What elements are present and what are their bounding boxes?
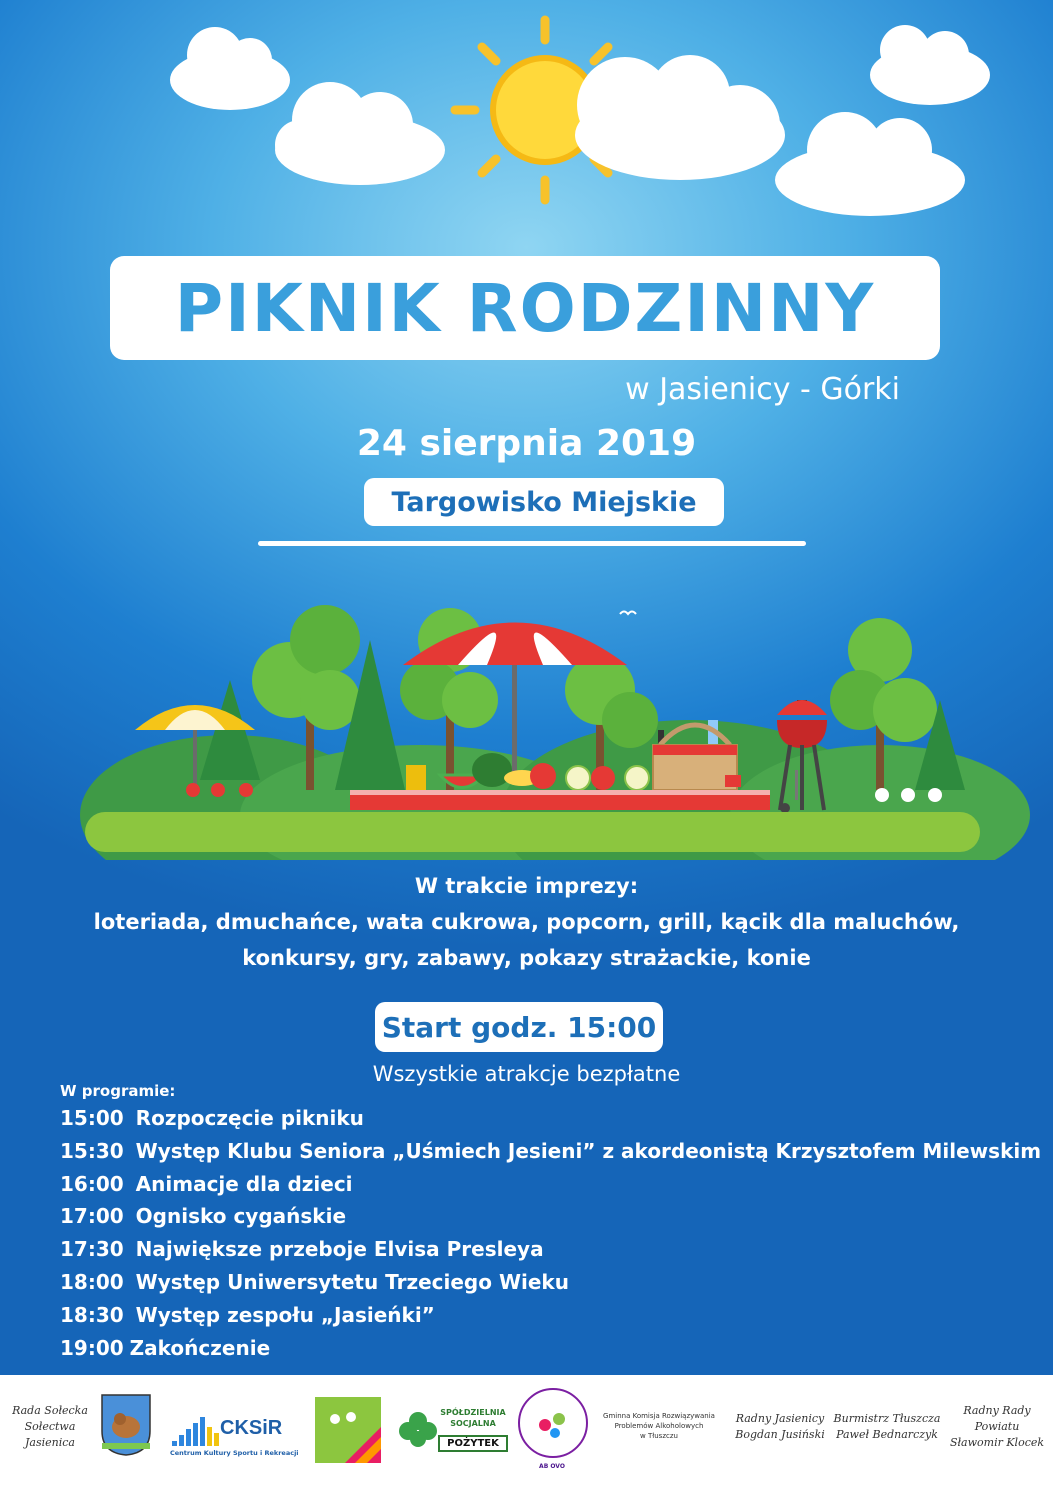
abovo-logo-icon xyxy=(515,1385,591,1461)
program-item xyxy=(60,1200,1041,1233)
program-text: Występ zespołu „Jasieńki” xyxy=(135,1302,435,1327)
program-text: Animacje dla dzieci xyxy=(135,1171,353,1196)
sponsor-line: Paweł Bednarczyk xyxy=(836,1428,938,1441)
page-title: PIKNIK RODZINNY xyxy=(174,269,876,347)
event-location: w Jasienicy - Górki xyxy=(625,372,900,407)
program-item xyxy=(60,1266,1041,1299)
program-time: 15:30 xyxy=(60,1138,124,1163)
program-text: Zakończenie xyxy=(129,1335,271,1360)
sponsor-line: Powiatu xyxy=(974,1420,1020,1433)
sponsor-line: Burmistrz Tłuszcza xyxy=(833,1412,941,1425)
cloud-icon xyxy=(275,82,445,185)
clover-icon xyxy=(398,1411,438,1451)
attractions-line: konkursy, gry, zabawy, pokazy strażackie, konie xyxy=(242,946,811,970)
pozytek-name: POŻYTEK xyxy=(438,1435,508,1452)
program-item xyxy=(60,1102,1041,1135)
program-list xyxy=(60,1102,1041,1364)
abovo-name: AB OVO xyxy=(539,1463,565,1470)
program-text: Rozpoczęcie pikniku xyxy=(135,1106,364,1130)
flower-icon xyxy=(186,783,253,797)
uniwersytet-logo-icon xyxy=(315,1397,381,1463)
cksir-logo xyxy=(170,1403,300,1463)
sponsor-line: Radny Rady xyxy=(963,1404,1031,1417)
cloud-icon xyxy=(870,25,990,105)
grass-ground xyxy=(85,812,980,852)
venue-badge: Targowisko Miejskie xyxy=(364,478,724,526)
bird-icon xyxy=(620,612,636,615)
flower-icon xyxy=(875,788,942,802)
pozytek-line: SPÓŁDZIELNIA xyxy=(440,1408,506,1417)
tablecloth xyxy=(350,790,770,810)
attractions-block xyxy=(0,868,1053,976)
sponsor-line: Rada Sołecka xyxy=(12,1404,88,1417)
title-box xyxy=(110,256,940,360)
sponsor-radny-jasienicy xyxy=(730,1411,830,1443)
program-item xyxy=(60,1332,1041,1365)
attractions-heading: W trakcie imprezy: xyxy=(414,874,639,898)
program-heading: W programie: xyxy=(60,1082,176,1100)
pozytek-logo xyxy=(398,1397,510,1467)
program-item xyxy=(60,1168,1041,1201)
program-time: 17:00 xyxy=(60,1204,124,1229)
program-item xyxy=(60,1135,1041,1168)
sponsor-line: Radny Jasienicy xyxy=(735,1412,825,1425)
coat-of-arms-icon xyxy=(100,1393,152,1457)
program-text: Występ Uniwersytetu Trzeciego Wieku xyxy=(135,1269,569,1294)
program-item xyxy=(60,1233,1041,1266)
sponsor-line: Sławomir Klocek xyxy=(949,1436,1045,1449)
sponsor-line: Bogdan Jusiński xyxy=(735,1428,825,1441)
program-text: Ognisko cygańskie xyxy=(135,1204,347,1229)
program-text: Największe przeboje Elvisa Presleya xyxy=(135,1237,544,1262)
sponsor-radny-powiatu xyxy=(945,1403,1049,1451)
sponsor-line: w Tłuszczu xyxy=(640,1432,678,1440)
bars-icon xyxy=(170,1413,220,1453)
sponsor-gkrpa xyxy=(594,1411,724,1441)
sponsor-burmistrz xyxy=(832,1411,942,1443)
program-time: 16:00 xyxy=(60,1171,124,1196)
pozytek-line: SOCJALNA xyxy=(450,1419,496,1428)
sponsor-line: Gminna Komisja Rozwiązywania xyxy=(603,1412,715,1420)
cksir-wordmark: CKSiR xyxy=(220,1417,283,1439)
program-text: Występ Klubu Seniora „Uśmiech Jesieni” z akordeonistą Krzysztofem Milewskim xyxy=(135,1138,1042,1163)
free-note: Wszystkie atrakcje bezpłatne xyxy=(372,1062,681,1086)
program-time: 18:00 xyxy=(60,1269,124,1294)
sponsor-rada-solecka xyxy=(10,1403,90,1451)
program-time: 19:00 xyxy=(60,1335,124,1360)
program-time: 15:00 xyxy=(60,1106,124,1130)
cloud-icon xyxy=(170,27,290,110)
cloud-icon xyxy=(575,55,785,180)
start-time-badge: Start godz. 15:00 xyxy=(375,1002,663,1052)
event-date: 24 sierpnia 2019 xyxy=(356,423,697,464)
divider xyxy=(258,541,806,546)
cloud-icon xyxy=(775,112,965,216)
attractions-line: loteriada, dmuchańce, wata cukrowa, popcorn, grill, kącik dla maluchów, xyxy=(93,910,960,934)
sponsors-footer xyxy=(0,1375,1053,1487)
cksir-name: Centrum Kultury Sportu i Rekreacji xyxy=(170,1449,299,1457)
sponsor-line: Sołectwa xyxy=(24,1420,76,1433)
sponsor-line: Problemów Alkoholowych xyxy=(614,1422,704,1430)
sponsor-line: Jasienica xyxy=(25,1436,75,1449)
program-time: 18:30 xyxy=(60,1302,124,1327)
program-item xyxy=(60,1299,1041,1332)
program-time: 17:30 xyxy=(60,1237,124,1262)
